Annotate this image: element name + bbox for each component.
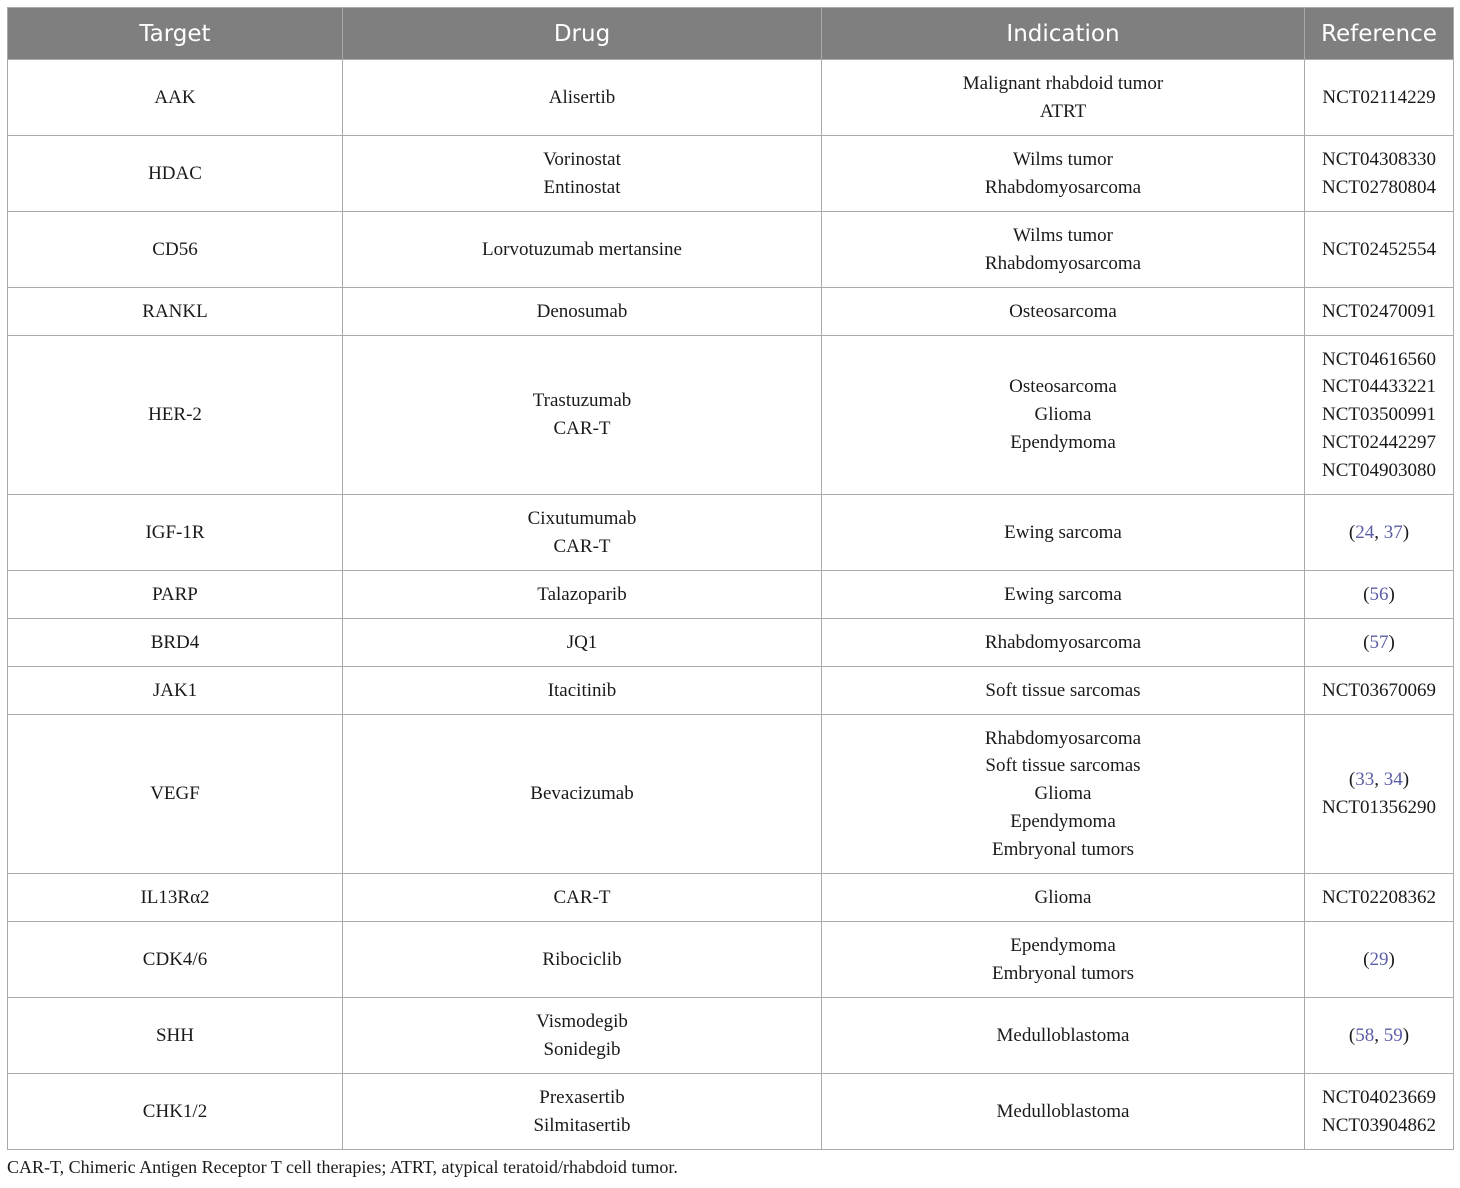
cell-indication-line: Medulloblastoma	[996, 1100, 1130, 1122]
citation-punct: (	[1348, 769, 1356, 791]
citation	[1309, 629, 1449, 657]
cell-target	[8, 874, 343, 922]
cell-indication	[822, 136, 1305, 212]
cell-indication-line: Osteosarcoma	[1009, 300, 1117, 322]
cell-reference	[1305, 60, 1454, 136]
citation-link[interactable]: 59	[1383, 1024, 1403, 1046]
cell-drug-line: Sonidegib	[543, 1038, 621, 1060]
cell-reference	[1305, 715, 1454, 874]
cell-reference	[1305, 874, 1454, 922]
cell-reference-line: NCT04308330	[1322, 148, 1436, 170]
cell-reference	[1305, 136, 1454, 212]
cell-drug-line: Lorvotuzumab mertansine	[482, 238, 682, 260]
cell-indication-line: Glioma	[1034, 886, 1092, 908]
cell-target	[8, 715, 343, 874]
cell-indication-line: Rhabdomyosarcoma	[984, 727, 1142, 749]
cell-drug-line: Vismodegib	[536, 1010, 628, 1032]
cell-target-text: AAK	[154, 86, 196, 108]
cell-reference	[1305, 212, 1454, 288]
citation-punct: )	[1388, 631, 1395, 653]
cell-target-text: HDAC	[148, 162, 202, 184]
cell-reference-line: NCT04433221	[1322, 376, 1436, 398]
citation-link[interactable]: 33	[1355, 769, 1375, 791]
citation-punct: (	[1363, 583, 1370, 605]
table-row	[8, 495, 1454, 571]
cell-drug-line: Prexasertib	[539, 1086, 625, 1108]
citation	[1309, 766, 1449, 794]
cell-drug-line: Vorinostat	[543, 148, 621, 170]
cell-reference-line: NCT02114229	[1322, 86, 1436, 108]
table-row	[8, 1074, 1454, 1150]
cell-indication-line: Embryonal tumors	[992, 838, 1134, 860]
cell-drug	[343, 136, 822, 212]
cell-drug	[343, 571, 822, 619]
cell-indication	[822, 336, 1305, 495]
cell-indication-line: Wilms tumor	[1012, 148, 1114, 170]
citation-link[interactable]: 24	[1355, 521, 1375, 543]
cell-indication	[822, 495, 1305, 571]
cell-reference-line: NCT02452554	[1322, 238, 1436, 260]
cell-target	[8, 212, 343, 288]
cell-drug-line: Bevacizumab	[530, 783, 634, 805]
cell-indication	[822, 922, 1305, 998]
cell-indication	[822, 874, 1305, 922]
cell-indication-line: Ewing sarcoma	[1004, 583, 1122, 605]
cell-indication	[822, 571, 1305, 619]
cell-reference	[1305, 571, 1454, 619]
cell-indication-line: ATRT	[1039, 100, 1087, 122]
cell-target	[8, 136, 343, 212]
cell-drug	[343, 336, 822, 495]
cell-drug-line: Trastuzumab	[532, 390, 632, 412]
cell-reference	[1305, 495, 1454, 571]
table-row	[8, 336, 1454, 495]
cell-indication	[822, 288, 1305, 336]
citation-punct: )	[1402, 1024, 1410, 1046]
cell-drug	[343, 874, 822, 922]
cell-drug	[343, 1074, 822, 1150]
cell-target-text: VEGF	[150, 783, 200, 805]
cell-indication-line: Wilms tumor	[1012, 224, 1114, 246]
citation-punct: ,	[1374, 1024, 1384, 1046]
citation-link[interactable]: 34	[1383, 769, 1403, 791]
cell-target-text: BRD4	[150, 631, 200, 653]
citation-link[interactable]: 58	[1355, 1024, 1375, 1046]
cell-drug	[343, 60, 822, 136]
table-row	[8, 136, 1454, 212]
cell-indication-line: Glioma	[1034, 404, 1092, 426]
citation-punct: )	[1388, 948, 1395, 970]
targeted-therapy-table	[7, 7, 1454, 1150]
cell-target	[8, 571, 343, 619]
cell-reference-line: NCT02470091	[1322, 300, 1436, 322]
cell-reference-line: NCT03500991	[1322, 404, 1436, 426]
citation-punct: (	[1348, 521, 1356, 543]
cell-reference	[1305, 922, 1454, 998]
cell-reference-line: NCT02442297	[1322, 431, 1436, 453]
cell-reference	[1305, 288, 1454, 336]
table-row	[8, 288, 1454, 336]
cell-target	[8, 336, 343, 495]
cell-target-text: CD56	[152, 238, 198, 260]
table-row	[8, 60, 1454, 136]
cell-reference	[1305, 336, 1454, 495]
cell-drug-line: Talazoparib	[537, 583, 627, 605]
cell-target-text: PARP	[152, 583, 198, 605]
table-row	[8, 571, 1454, 619]
cell-indication	[822, 212, 1305, 288]
header-target: Target	[8, 8, 343, 60]
cell-indication-line: Ependymoma	[1010, 934, 1116, 956]
cell-target-text: CDK4/6	[142, 948, 208, 970]
table-row	[8, 667, 1454, 715]
citation-link[interactable]: 56	[1369, 583, 1389, 605]
cell-reference-line: NCT03904862	[1322, 1114, 1436, 1136]
cell-drug	[343, 998, 822, 1074]
cell-indication-line: Osteosarcoma	[1009, 376, 1117, 398]
cell-indication	[822, 60, 1305, 136]
cell-drug	[343, 495, 822, 571]
cell-drug	[343, 212, 822, 288]
cell-target	[8, 998, 343, 1074]
cell-reference-line: NCT04023669	[1322, 1086, 1436, 1108]
cell-target	[8, 495, 343, 571]
table-row	[8, 998, 1454, 1074]
citation-punct: )	[1402, 769, 1410, 791]
table-container	[7, 7, 1453, 1150]
cell-target	[8, 60, 343, 136]
cell-drug	[343, 922, 822, 998]
header-drug: Drug	[343, 8, 822, 60]
citation-punct: (	[1363, 948, 1370, 970]
cell-target	[8, 1074, 343, 1150]
cell-drug	[343, 288, 822, 336]
citation	[1309, 519, 1449, 547]
citation-punct: ,	[1374, 521, 1384, 543]
cell-indication-line: Ependymoma	[1010, 431, 1116, 453]
cell-indication	[822, 715, 1305, 874]
citation	[1309, 946, 1449, 974]
cell-indication-line: Ewing sarcoma	[1004, 521, 1122, 543]
cell-indication-line: Rhabdomyosarcoma	[984, 252, 1142, 274]
cell-reference-line: NCT02208362	[1322, 886, 1436, 908]
citation-punct: (	[1363, 631, 1370, 653]
cell-reference-line: NCT01356290	[1322, 797, 1436, 818]
header-indication: Indication	[822, 8, 1305, 60]
cell-drug	[343, 667, 822, 715]
cell-indication-line: Ependymoma	[1010, 810, 1116, 832]
cell-indication-line: Malignant rhabdoid tumor	[962, 72, 1164, 94]
header-reference: Reference	[1305, 8, 1454, 60]
citation	[1309, 581, 1449, 609]
citation	[1309, 1022, 1449, 1050]
table-body	[8, 60, 1454, 1150]
cell-drug	[343, 619, 822, 667]
cell-drug-line: CAR-T	[553, 535, 611, 557]
cell-target	[8, 288, 343, 336]
table-footnote: CAR-T, Chimeric Antigen Receptor T cell therapies; ATRT, atypical teratoid/rhabdoid tumor.	[7, 1157, 678, 1177]
cell-indication	[822, 667, 1305, 715]
cell-indication-line: Rhabdomyosarcoma	[984, 176, 1142, 198]
cell-drug-line: Ribociclib	[542, 948, 622, 970]
cell-reference-line: NCT04616560	[1322, 348, 1436, 370]
cell-drug-line: Entinostat	[543, 176, 621, 198]
cell-drug-line: Alisertib	[548, 86, 616, 108]
cell-target-text: SHH	[155, 1024, 194, 1046]
cell-target-text: RANKL	[142, 300, 208, 322]
table-row	[8, 874, 1454, 922]
cell-drug-line: CAR-T	[553, 886, 611, 908]
citation-punct: (	[1348, 1024, 1356, 1046]
cell-reference-line: NCT03670069	[1322, 679, 1436, 701]
cell-indication-line: Medulloblastoma	[996, 1024, 1130, 1046]
table-row	[8, 212, 1454, 288]
cell-reference	[1305, 619, 1454, 667]
table-row	[8, 922, 1454, 998]
citation-punct: ,	[1374, 769, 1384, 791]
cell-reference	[1305, 1074, 1454, 1150]
cell-indication-line: Glioma	[1034, 783, 1092, 805]
cell-reference-line: NCT02780804	[1322, 176, 1436, 198]
cell-reference-line: NCT04903080	[1322, 459, 1436, 481]
cell-target-text: JAK1	[152, 679, 198, 701]
cell-drug-line: Cixutumumab	[527, 507, 637, 529]
cell-drug-line: CAR-T	[553, 418, 611, 439]
citation-link[interactable]: 57	[1369, 631, 1389, 653]
cell-reference	[1305, 998, 1454, 1074]
table-row	[8, 715, 1454, 874]
cell-target-text: CHK1/2	[142, 1100, 208, 1122]
cell-indication-line: Embryonal tumors	[992, 962, 1134, 984]
cell-target-text: IGF-1R	[145, 521, 205, 543]
cell-indication-line: Soft tissue sarcomas	[985, 755, 1141, 777]
cell-indication	[822, 1074, 1305, 1150]
cell-indication	[822, 619, 1305, 667]
citation-punct: )	[1402, 521, 1410, 543]
citation-link[interactable]: 29	[1369, 948, 1389, 970]
cell-indication-line: Soft tissue sarcomas	[985, 679, 1141, 701]
cell-target	[8, 922, 343, 998]
cell-reference	[1305, 667, 1454, 715]
cell-target-text: IL13Rα2	[140, 886, 210, 908]
cell-drug-line: JQ1	[566, 631, 598, 653]
cell-indication-line: Rhabdomyosarcoma	[984, 631, 1142, 653]
cell-drug-line: Itacitinib	[547, 679, 617, 701]
citation-link[interactable]: 37	[1383, 521, 1403, 543]
cell-indication	[822, 998, 1305, 1074]
cell-target	[8, 619, 343, 667]
citation-punct: )	[1388, 583, 1395, 605]
table-row	[8, 619, 1454, 667]
cell-drug-line: Silmitasertib	[533, 1114, 631, 1136]
cell-target-text: HER-2	[148, 404, 202, 426]
cell-drug	[343, 715, 822, 874]
cell-target	[8, 667, 343, 715]
cell-drug-line: Denosumab	[536, 300, 628, 322]
header-row	[8, 8, 1454, 60]
